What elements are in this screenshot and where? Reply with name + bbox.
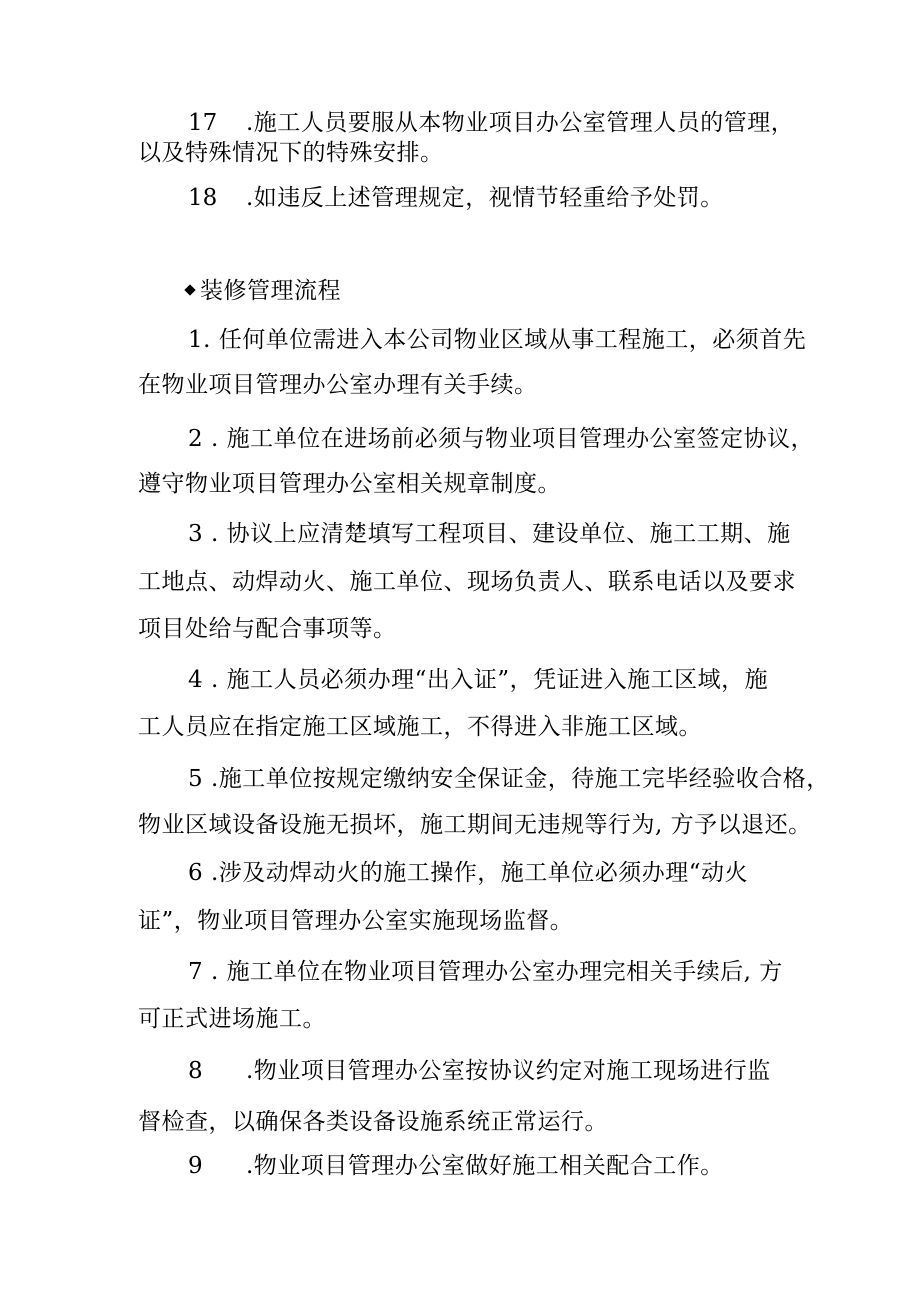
- step-3-line2: 工地点、动焊动火、施工单位、现场负责人、联系电话以及要求: [138, 569, 796, 595]
- diamond-bullet-icon: [184, 284, 195, 295]
- step-3-line3: 项目处给与配合事项等。: [138, 616, 397, 642]
- item-18-number: 18: [188, 185, 218, 211]
- section-heading-text: 装修管理流程: [200, 278, 341, 304]
- step-5-line2: 物业区域设备设施无损坏，施工期间无违规等行为, 方予以退还。: [138, 812, 812, 838]
- step-6-line1: 6 .涉及动焊动火的施工操作，施工单位必须办理“动火: [188, 860, 749, 886]
- step-7-line2: 可正式进场施工。: [138, 1006, 326, 1032]
- step-8-number: 8: [188, 1058, 203, 1084]
- step-8-line1: .物业项目管理办公室按协议约定对施工现场进行监: [246, 1058, 771, 1084]
- step-1-line1: 1. 任何单位需进入本公司物业区域从事工程施工，必须首先: [188, 327, 807, 353]
- step-9-number: 9: [188, 1153, 203, 1179]
- item-18-text: .如违反上述管理规定，视情节轻重给予处罚。: [246, 185, 724, 211]
- item-17-text-line2: 以及特殊情况下的特殊安排。: [138, 140, 444, 166]
- step-7-line1: 7 . 施工单位在物业项目管理办公室办理完相关手续后, 方: [188, 959, 783, 985]
- step-4-line1: 4 . 施工人员必须办理“出入证”，凭证进入施工区域，施: [188, 667, 769, 693]
- item-17-number: 17: [188, 110, 218, 136]
- step-6-line2: 证”，物业项目管理办公室实施现场监督。: [138, 908, 574, 934]
- step-5-line1: 5 .施工单位按规定缴纳安全保证金，待施工完毕经验收合格，: [188, 766, 830, 792]
- step-2-line2: 遵守物业项目管理办公室相关规章制度。: [138, 471, 561, 497]
- step-9-line1: .物业项目管理办公室做好施工相关配合工作。: [246, 1153, 724, 1179]
- step-2-line1: 2 . 施工单位在进场前必须与物业项目管理办公室签定协议，: [188, 426, 815, 452]
- item-17-text-line1: .施工人员要服从本物业项目办公室管理人员的管理，: [246, 110, 795, 136]
- step-4-line2: 工人员应在指定施工区域施工，不得进入非施工区域。: [138, 714, 702, 740]
- section-heading: [186, 276, 341, 306]
- step-8-line2: 督检查，以确保各类设备设施系统正常运行。: [138, 1109, 608, 1135]
- step-1-line2: 在物业项目管理办公室办理有关手续。: [138, 372, 538, 398]
- step-3-line1: 3 . 协议上应清楚填写工程项目、建设单位、施工工期、施: [188, 521, 791, 547]
